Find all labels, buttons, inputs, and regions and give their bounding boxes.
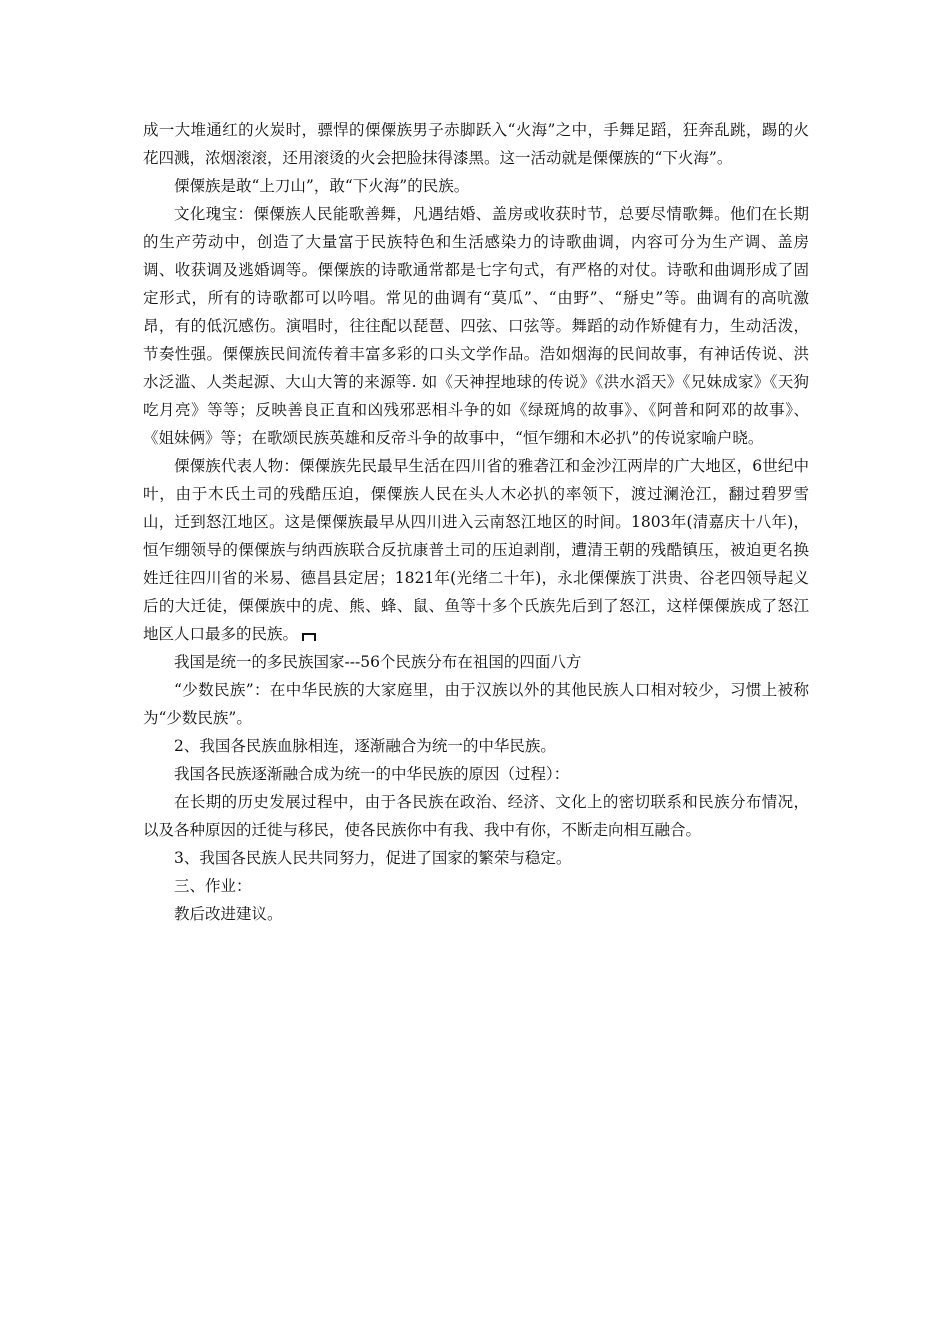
paragraph-teaching-suggestions: 教后改进建议。 bbox=[174, 905, 283, 923]
paragraph-point-3: 3、我国各民族人民共同努力，促进了国家的繁荣与稳定。 bbox=[174, 849, 572, 867]
paragraph-representative-figures-text: 傈僳族代表人物：傈僳族先民最早生活在四川省的雅砻江和金沙江两岸的广大地区，6世纪中叶，由于木氏土司的残酷压迫，傈僳族人民在头人木必扒的率领下，渡过澜沧江，翻过碧罗雪山，迁到怒江地区。这是傈僳族最早从四川进入云南怒江地区的时间。1803年(清嘉庆十八年)，恒乍绷领导的傈僳族与纳西族联合反抗康普土司的压迫剥削，遭清王朝的残酷镇压，被迫更名换姓迁往四川省的米易、德昌县定居；1821年(光绪二十年)，永北傈僳族丁洪贵、谷老四领导起义后的大迁徒，傈僳族中的虎、熊、蜂、鼠、鱼等十多个氏族先后到了怒江，这样傈僳族成了怒江地区人口最多的民族。 bbox=[143, 457, 809, 643]
bracket-mark-icon bbox=[302, 633, 316, 641]
paragraph-homework-heading: 三、作业： bbox=[174, 877, 252, 895]
paragraph-unified-nation: 我国是统一的多民族国家---56个民族分布在祖国的四面八方 bbox=[174, 653, 582, 671]
paragraph-representative-figures bbox=[143, 452, 809, 648]
paragraph-fusion-reason-heading: 我国各民族逐渐融合成为统一的中华民族的原因（过程）： bbox=[174, 765, 570, 783]
paragraph-fire-sea-description: 成一大堆通红的火炭时，骠悍的傈僳族男子赤脚跃入“火海”之中，手舞足蹈，狂奔乱跳，踢的火花四溅，浓烟滚滚，还用滚烫的火会把脸抹得漆黑。这一活动就是傈僳族的“下火海”。 bbox=[143, 121, 809, 167]
paragraph-fusion-reason: 在长期的历史发展过程中，由于各民族在政治、经济、文化上的密切联系和民族分布情况，以及各种原因的迁徙与移民，使各民族你中有我、我中有你，不断走向相互融合。 bbox=[143, 793, 809, 839]
paragraph-point-2: 2、我国各民族血脉相连，逐渐融合为统一的中华民族。 bbox=[174, 737, 556, 755]
paragraph-cultural-treasure: 文化瑰宝：傈僳族人民能歌善舞，凡遇结婚、盖房或收获时节，总要尽情歌舞。他们在长期的生产劳动中，创造了大量富于民族特色和生活感染力的诗歌曲调，内容可分为生产调、盖房调、收获调及逃婚调等。傈僳族的诗歌通常都是七字句式，有严格的对仗。诗歌和曲调形成了固定形式，所有的诗歌都可以吟唱。常见的曲调有“莫瓜”、“由野”、“掰史”等。曲调有的高吭激昂，有的低沉感伤。演唱时，往往配以琵琶、四弦、口弦等。舞蹈的动作矫健有力，生动活泼，节奏性强。傈僳族民间流传着丰富多彩的口头文学作品。浩如烟海的民间故事，有神话传说、洪水泛滥、人类起源、大山大箐的来源等. 如《天神捏地球的传说》《洪水滔天》《兄妹成家》《天狗吃月亮》等等；反映善良正直和凶残邪恶相斗争的如《绿斑鸠的故事》、《阿普和阿邓的故事》、《姐妹俩》等；在歌颂民族英雄和反帝斗争的故事中，“恒乍绷和木必扒”的传说家喻户晓。 bbox=[143, 205, 809, 447]
paragraph-brave-people: 傈僳族是敢“上刀山”，敢“下火海”的民族。 bbox=[174, 177, 470, 195]
document-body bbox=[143, 116, 809, 928]
paragraph-minority-definition: “少数民族”：在中华民族的大家庭里，由于汉族以外的其他民族人口相对较少，习惯上被称为“少数民族”。 bbox=[143, 681, 809, 727]
